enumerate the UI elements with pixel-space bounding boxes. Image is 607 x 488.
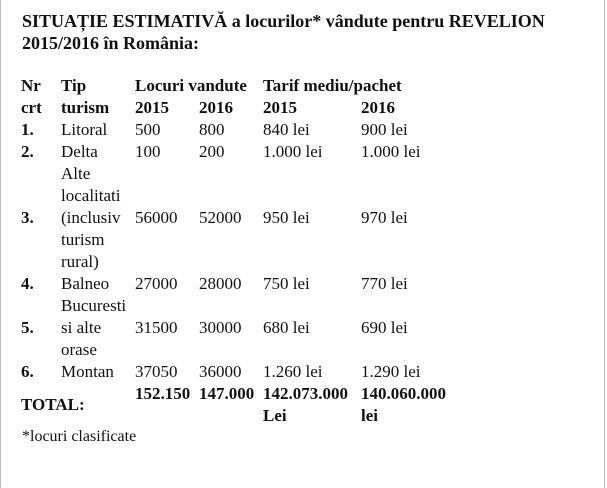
total-locuri-2015: 152.150	[135, 384, 191, 403]
row-number: 5.	[21, 318, 34, 337]
row-locuri-2016: 52000	[199, 208, 242, 227]
row-locuri-2016: 200	[199, 142, 225, 161]
header-locuri-2015: 2015	[135, 98, 169, 117]
row-tip-turism	[59, 295, 133, 361]
row-tarif-2015: 750 lei	[263, 274, 310, 293]
row-tarif-2016: 970 lei	[361, 208, 408, 227]
row-tarif-2016: 770 lei	[361, 274, 408, 293]
row-tip-turism	[59, 141, 133, 163]
total-label: TOTAL:	[21, 395, 85, 414]
total-row	[19, 383, 463, 427]
table-row	[19, 361, 463, 383]
row-number: 2.	[21, 142, 34, 161]
total-locuri-2016: 147.000	[199, 384, 255, 403]
row-tip-turism	[59, 273, 133, 295]
tip-turism-label: Montan	[61, 362, 114, 381]
row-tip-turism	[59, 361, 133, 383]
row-tarif-2016: 1.000 lei	[361, 142, 421, 161]
row-tarif-2015: 840 lei	[263, 120, 310, 139]
row-locuri-2015: 31500	[135, 318, 178, 337]
header-tarif-mediu: Tarif mediu/pachet	[263, 76, 402, 95]
row-locuri-2016: 28000	[199, 274, 242, 293]
header-locuri-2016: 2016	[199, 98, 233, 117]
row-number: 6.	[21, 362, 34, 381]
row-locuri-2016: 30000	[199, 318, 242, 337]
estimate-table	[19, 75, 463, 427]
row-number: 1.	[21, 120, 34, 139]
row-tarif-2015: 1.000 lei	[263, 142, 323, 161]
row-locuri-2015: 56000	[135, 208, 178, 227]
total-tarif-2016: 140.060.000 lei	[361, 384, 446, 425]
header-tip: Tip	[61, 76, 87, 95]
table-row	[19, 141, 463, 163]
row-number: 3.	[21, 208, 34, 227]
header-tarif-2016: 2016	[361, 98, 395, 117]
row-tip-turism	[59, 119, 133, 141]
tip-turism-label: Balneo	[61, 274, 110, 293]
row-number: 4.	[21, 274, 34, 293]
row-locuri-2015: 37050	[135, 362, 178, 381]
tip-turism-label: Delta	[61, 142, 98, 161]
header-tarif-2015: 2015	[263, 98, 297, 117]
row-tarif-2015: 680 lei	[263, 318, 310, 337]
row-tarif-2016: 1.290 lei	[361, 362, 421, 381]
row-tarif-2015: 1.260 lei	[263, 362, 323, 381]
table-row	[19, 295, 463, 361]
table-row	[19, 163, 463, 273]
table-row	[19, 119, 463, 141]
row-tip-turism	[59, 163, 133, 273]
tip-turism-label: Bucuresti si alte orase	[61, 296, 127, 359]
row-locuri-2015: 27000	[135, 274, 178, 293]
header-crt: crt	[21, 98, 42, 117]
header-locuri-vandute: Locuri vandute	[135, 76, 247, 95]
document-title: SITUAȚIE ESTIMATIVĂ a locurilor* vândute pentru REVELION 2015/2016 în România:	[22, 11, 545, 53]
row-tarif-2016: 690 lei	[361, 318, 408, 337]
header-row-2	[19, 97, 463, 119]
estimate-table-body	[19, 75, 463, 427]
header-turism: turism	[61, 98, 110, 117]
header-nr: Nr	[21, 76, 41, 95]
footnote: *locuri clasificate	[22, 428, 137, 445]
row-locuri-2016: 36000	[199, 362, 242, 381]
header-row-1	[19, 75, 463, 97]
row-locuri-2015: 100	[135, 142, 161, 161]
row-tarif-2016: 900 lei	[361, 120, 408, 139]
row-locuri-2016: 800	[199, 120, 225, 139]
row-locuri-2015: 500	[135, 120, 161, 139]
row-tarif-2015: 950 lei	[263, 208, 310, 227]
total-tarif-2015: 142.073.000 Lei	[263, 384, 348, 425]
tip-turism-label: Litoral	[61, 120, 108, 139]
table-row	[19, 273, 463, 295]
tip-turism-label: Alte localitati (inclusiv turism rural)	[61, 164, 121, 271]
